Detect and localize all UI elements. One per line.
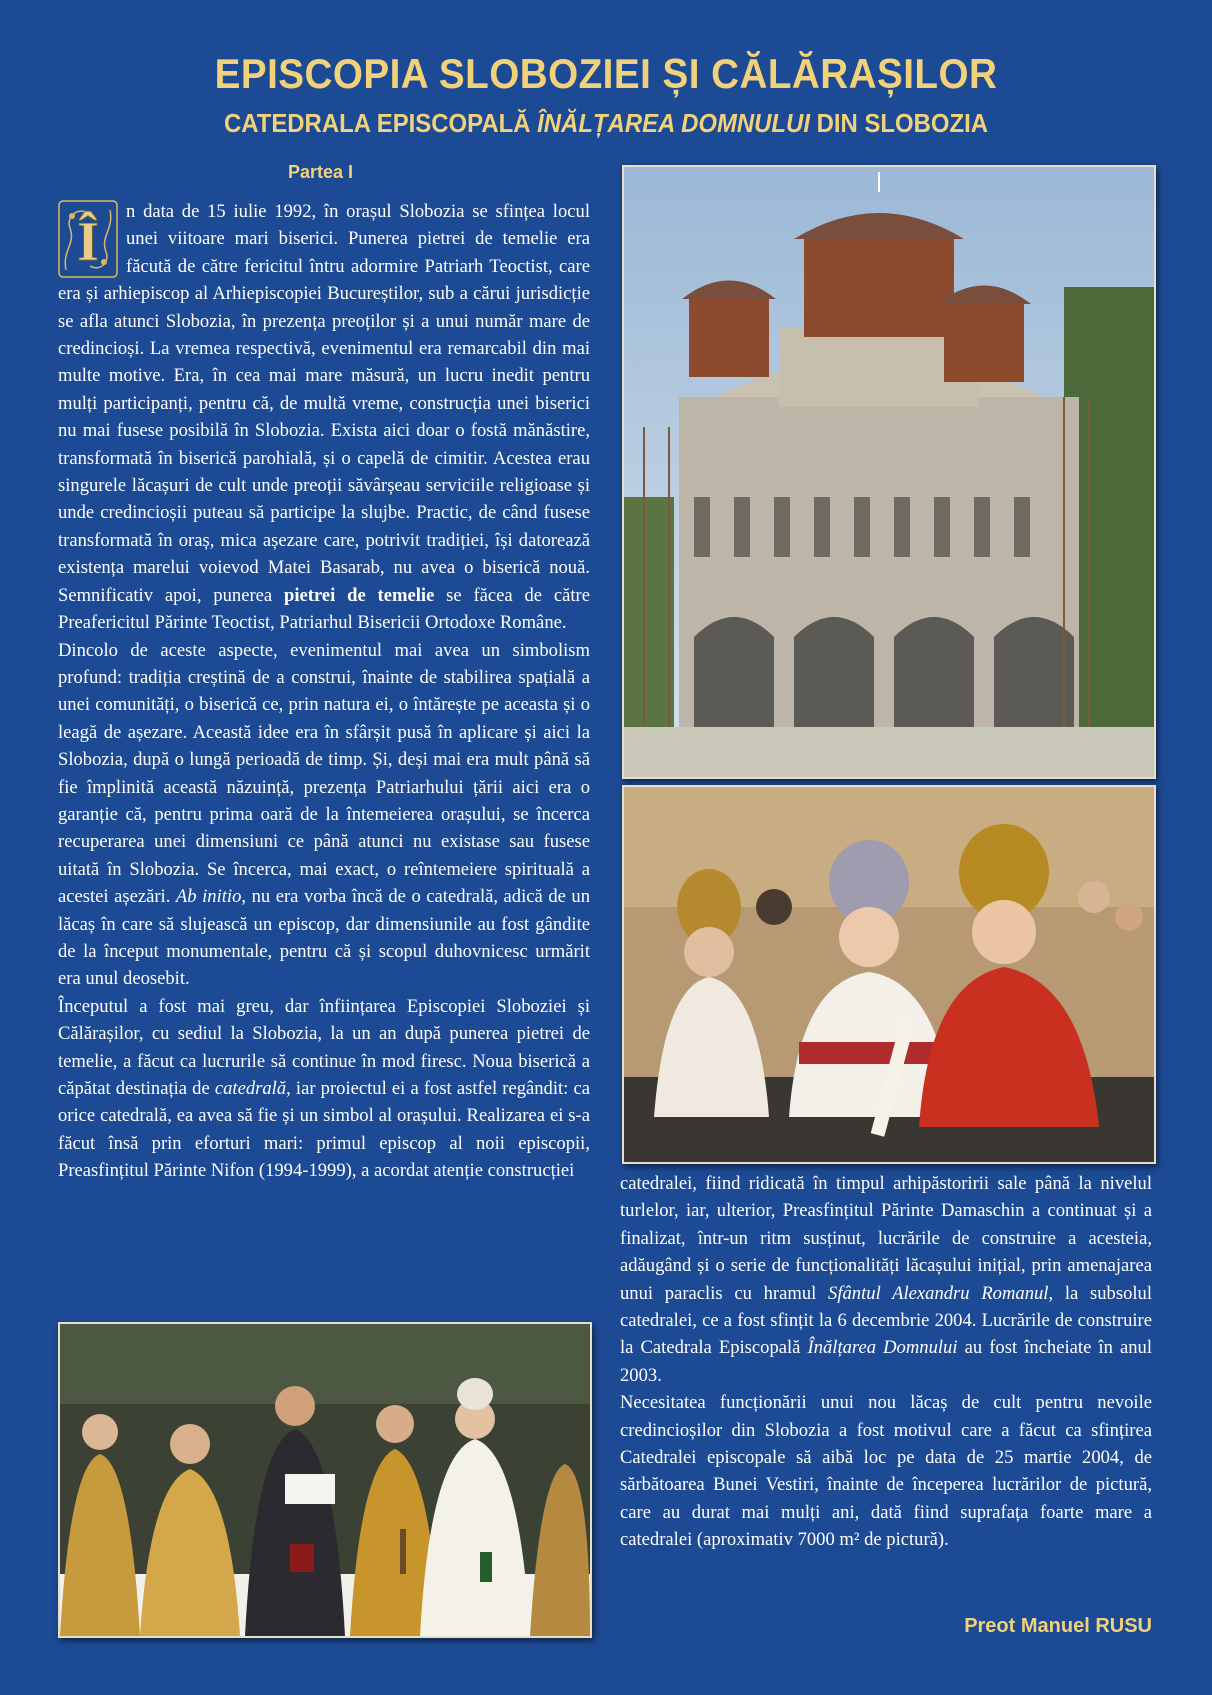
text-run: au fost încheiate în anul 2003. xyxy=(620,1337,1152,1386)
article-column-right xyxy=(620,1170,1152,1554)
paragraph: Necesitatea funcționării unui nou lăcaș de cult pentru nevoile credincioșilor din Slobozia a fost motivul care a făcut ca sfințirea Catedralei episcopale să aibă loc pe data de 25 martie 2004, de sărbătoarea Bunei Vestiri, înainte de începerea lucrărilor de pictură, care au durat mai mulți ani, dată fiind suprafața foarte mare a catedralei (aproximativ 7000 m² de pictură). xyxy=(620,1392,1152,1551)
text-run: , nu era vorba încă de o catedrală, adică de un lăcaș în care să slujească un episcop, dar dimensiunile au fost gândite de la început monumentale, pentru că și scopul duhovnicesc urmărit era unul deosebit. xyxy=(58,886,591,990)
text-italic: catedrală xyxy=(214,1078,287,1099)
ceremony-photo xyxy=(58,1322,592,1638)
text-italic: Ab initio xyxy=(175,886,242,908)
cathedral-photo xyxy=(622,165,1156,779)
text-run: , la subsolul catedralei, ce a fost sfințit la 6 decembrie 2004. Lucrările de construire la Catedrala Episcopală xyxy=(620,1282,1152,1359)
text-run: Începutul a fost mai greu, dar înființarea Episcopiei Sloboziei și Călărașilor, cu sediul la Slobozia, la un an după punerea pietrei de temelie, a făcut ca lucrurile să continue în mod firesc. Noua biserică a căpătat destinația de xyxy=(58,995,590,1099)
dropcap-letter: Î xyxy=(77,211,99,273)
text-italic: Înălțarea Domnului xyxy=(807,1337,958,1359)
dropcap-ornament xyxy=(58,200,118,278)
text-run: se făcea de către Preafericitul Părinte Teoctist, Patriarhul Bisericii Ortodoxe Române. xyxy=(58,584,591,634)
paragraph xyxy=(58,198,590,637)
author-signature: Preot Manuel RUSU xyxy=(964,1615,1152,1637)
page-title: EPISCOPIA SLOBOZIEI ȘI CĂLĂRAȘILOR xyxy=(214,50,998,97)
text-run: , iar proiectul ei a fost astfel regândit: ca orice catedrală, ea avea să fie și un simbol al orașului. Realizarea ei s-a făcut însă prin eforturi mari: primul episcop al noii episcopii, Preasfințitul Părinte Nifon (1994-1999), a acordat atenție construcției xyxy=(58,1078,590,1182)
part-label: Partea I xyxy=(288,162,354,182)
page-subtitle xyxy=(48,108,1163,139)
text-bold: pietrei de temelie xyxy=(284,584,435,606)
text-run: n data de 15 iulie 1992, în orașul Slobozia se sfințea locul unei viitoare mari biserici. Punerea pietrei de temelie era făcută de către fericitul întru adormire Patriarh Teoctist, care era și arhiepiscop al Arhiepiscopiei Bucureștilor, sub a cărui jurisdicție se afla atunci Slobozia, în prezența preoților și a unui număr mare de credincioși. La vremea respectivă, evenimentul era remarcabil din mai multe motive. Era, în cea mai mare măsură, un lucru inedit pentru mulți participanți, pentru că, de multă vreme, construcția unei biserici nu mai fusese posibilă în Slobozia. Exista aici doar o fostă mănăstire, transformată în biserică parohială, și o capelă de cimitir. Acestea erau singurele lăcașuri de cult unde preoții săvârșeau serviciile religioase și unde credincioșii puteau să participe la slujbe. Practic, de când fusese transformată în oraș, mica așezare care, potrivit tradiției, își datorează existența marelui voievod Matei Basarab, nu avea o biserică nouă. Semnificativ apoi, punerea xyxy=(58,201,590,606)
text-italic: Sfântul Alexandru Romanul xyxy=(828,1282,1049,1304)
paragraph xyxy=(58,993,590,1185)
paragraph xyxy=(58,637,590,993)
paragraph xyxy=(620,1170,1152,1389)
hierarchs-photo xyxy=(622,785,1156,1164)
subtitle-part: CATEDRALA EPISCOPALĂ xyxy=(223,108,538,138)
subtitle-emphasis: ÎNĂLȚAREA DOMNULUI xyxy=(537,108,810,138)
subtitle-part: DIN SLOBOZIA xyxy=(809,108,989,138)
article-column-left xyxy=(58,198,590,1185)
text-run: Dincolo de aceste aspecte, evenimentul mai avea un simbolism profund: tradiția creștină de a construi, înainte de stabilirea spațială a unei comunități, o biserică ce, prin natura ei, o întărește pe aceasta și o leagă de așezare. Această idee era în sfârșit pusă în aplicare și aici la Slobozia, după o lungă perioadă de timp. Și, deși mai era mult până să fie împlinită această năzuință, prezența Patriarhului țării aici era o garanție că, pentru prima oară de la întemeierea orașului, se încerca recuperarea unei dimensiuni ce până atunci nu existase sau fusese uitată în Slobozia. Se încerca, mai exact, o reîntemeiere spirituală a acestei așezări. xyxy=(58,639,590,908)
text-run: catedralei, fiind ridicată în timpul arhipăstoririi sale până la nivelul turlelor, iar, ulterior, Preasfințitul Părinte Damaschin a continuat și a finalizat, într-un ritm susținut, lucrările de construire a acesteia, adăugând și o serie de funcționalități lăcașului inițial, prin amenajarea unui paraclis cu hramul xyxy=(620,1173,1152,1304)
